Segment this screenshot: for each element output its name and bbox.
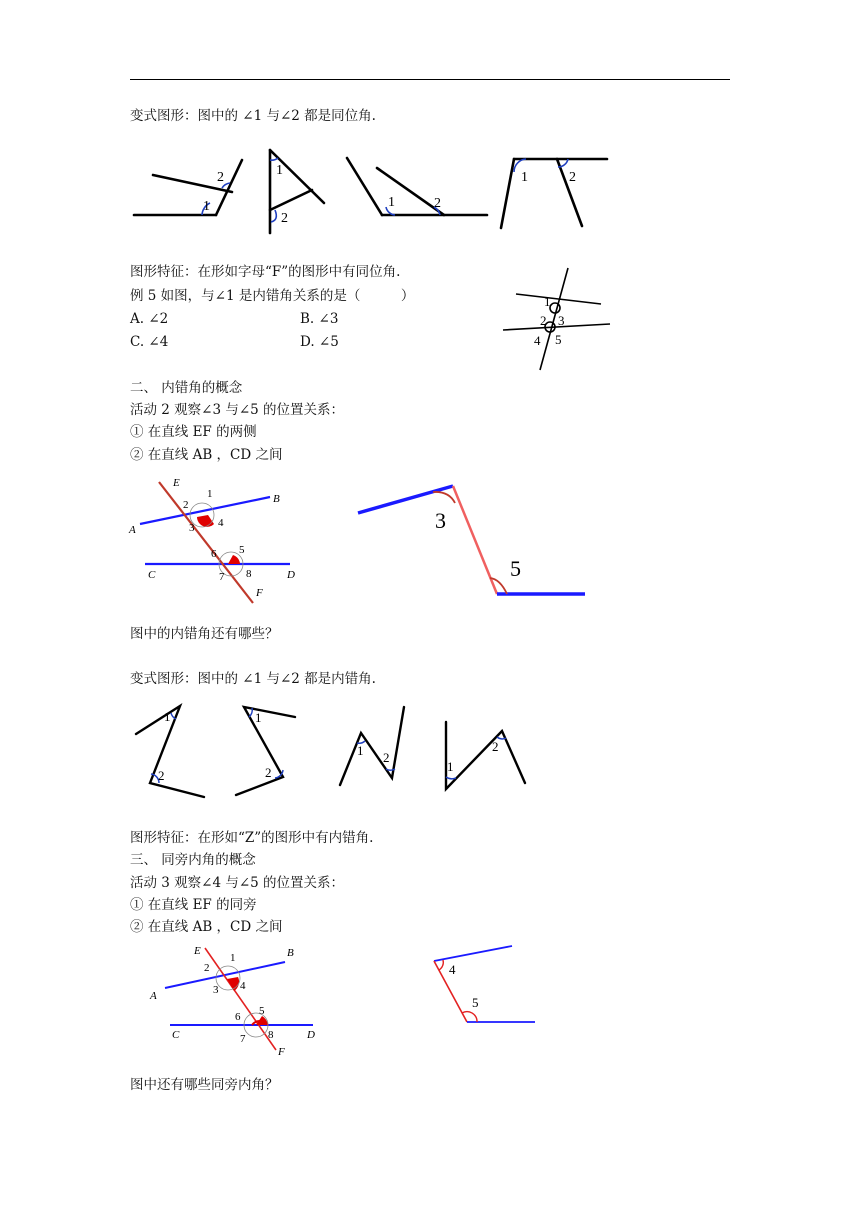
label-5: 5 (510, 556, 521, 581)
label-7: 7 (219, 571, 225, 583)
label-3: 3 (213, 984, 219, 996)
sec2-question: 图中的内错角还有哪些？ (130, 626, 279, 642)
f-variant-figures (0, 140, 860, 235)
sec2-activity: 活动 2 观察∠3 与∠5 的位置关系： (130, 402, 345, 418)
label-d: D (307, 1029, 315, 1041)
example5-question: 例 5 如图，与∠1 是内错角关系的是（ ） (130, 288, 415, 304)
sec2-point2: ② 在直线 AB ，CD 之间 (130, 447, 283, 463)
label-5: 5 (259, 1005, 265, 1017)
label-5: 5 (239, 544, 245, 556)
label-2: 2 (183, 499, 189, 511)
label-2: 2 (492, 739, 499, 754)
label-f: F (256, 587, 263, 599)
label-1: 1 (164, 709, 171, 724)
label-2: 2 (217, 170, 224, 185)
z-variant-figures (0, 700, 860, 805)
f-feature-text: 图形特征：在形如字母“F”的图形中有同位角. (130, 264, 401, 280)
label-2: 2 (540, 313, 547, 328)
sec3-activity: 活动 3 观察∠4 与∠5 的位置关系： (130, 875, 345, 891)
label-4: 4 (240, 980, 246, 992)
z-feature-text: 图形特征：在形如“Z”的图形中有内错角. (130, 830, 374, 846)
sec3-point1: ① 在直线 EF 的同旁 (130, 897, 257, 913)
label-3: 3 (189, 522, 195, 534)
sec3-transversal-figure (120, 940, 340, 1065)
example5-figure (0, 260, 860, 380)
label-5: 5 (472, 995, 479, 1010)
label-2: 2 (281, 211, 288, 226)
label-1: 1 (207, 488, 213, 500)
label-6: 6 (211, 548, 217, 560)
label-4: 4 (218, 517, 224, 529)
label-2: 2 (383, 750, 390, 765)
label-1: 1 (276, 163, 283, 178)
label-2: 2 (158, 768, 165, 783)
sec3-heading: 三、 同旁内角的概念 (130, 852, 256, 868)
sec3-point2: ② 在直线 AB ，CD 之间 (130, 919, 283, 935)
label-1: 1 (357, 743, 364, 758)
f-variant-text: 变式图形：图中的 ∠1 与∠2 都是同位角. (130, 108, 376, 124)
sec2-angle3-angle5-figure (340, 470, 600, 610)
label-3: 3 (558, 313, 565, 328)
sec3-question: 图中还有哪些同旁内角？ (130, 1077, 279, 1093)
example5-option-b: B. ∠3 (300, 311, 339, 327)
example5-option-a: A. ∠2 (130, 311, 169, 327)
label-1: 1 (388, 195, 395, 210)
label-7: 7 (240, 1033, 246, 1045)
label-1: 1 (544, 294, 551, 309)
label-a: A (129, 524, 136, 536)
label-8: 8 (268, 1029, 274, 1041)
label-c: C (172, 1029, 180, 1041)
label-2: 2 (569, 170, 576, 185)
sec2-variant: 变式图形：图中的 ∠1 与∠2 都是内错角. (130, 671, 376, 687)
label-f: F (278, 1046, 285, 1058)
example5-option-d: D. ∠5 (300, 334, 339, 350)
label-1: 1 (447, 759, 454, 774)
label-4: 4 (449, 962, 456, 977)
sec3-angle4-angle5-figure (420, 935, 550, 1030)
label-2: 2 (204, 962, 210, 974)
label-b: B (287, 947, 294, 959)
label-2: 2 (265, 765, 272, 780)
label-a: A (150, 990, 157, 1002)
sec2-transversal-figure (0, 470, 360, 610)
label-1: 1 (521, 170, 528, 185)
label-5: 5 (555, 332, 562, 347)
label-c: C (148, 569, 156, 581)
sec2-point1: ① 在直线 EF 的两侧 (130, 424, 257, 440)
label-e: E (194, 945, 201, 957)
label-6: 6 (235, 1011, 241, 1023)
label-b: B (273, 493, 280, 505)
label-3: 3 (435, 508, 446, 533)
example5-option-c: C. ∠4 (130, 334, 169, 350)
header-rule (130, 79, 730, 80)
label-4: 4 (534, 333, 541, 348)
label-1: 1 (255, 710, 262, 725)
label-2: 2 (434, 196, 441, 211)
sec2-heading: 二、 内错角的概念 (130, 380, 243, 396)
label-1: 1 (203, 199, 210, 214)
label-1: 1 (230, 952, 236, 964)
label-8: 8 (246, 568, 252, 580)
label-d: D (287, 569, 295, 581)
label-e: E (173, 477, 180, 489)
